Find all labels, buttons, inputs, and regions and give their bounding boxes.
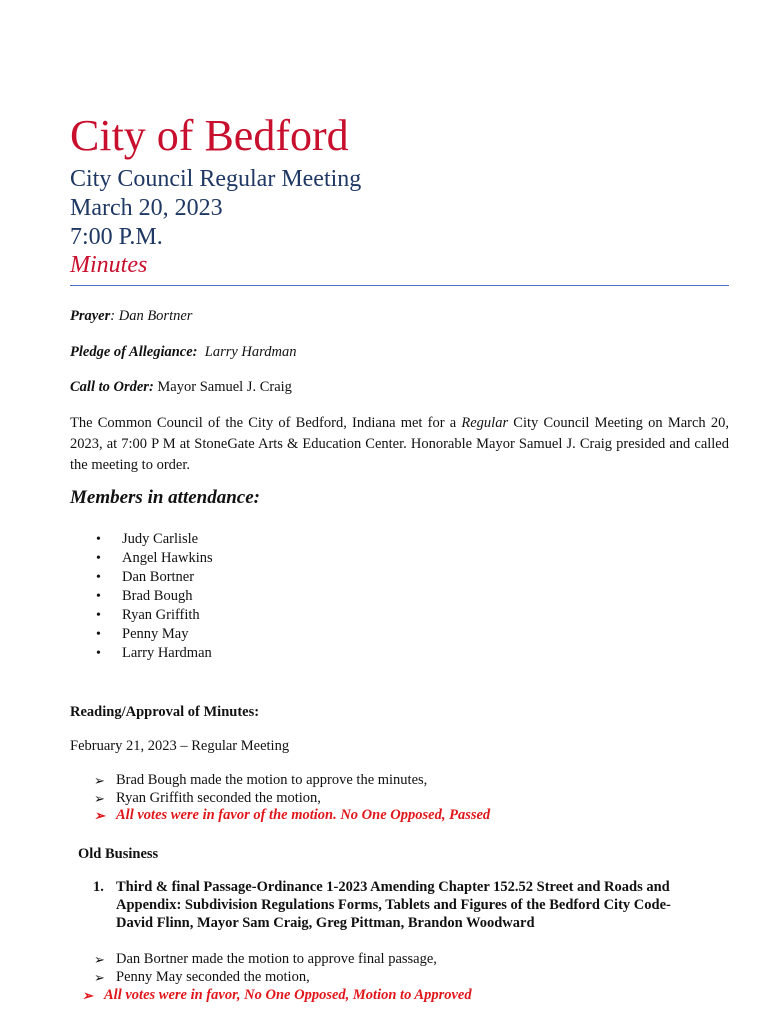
action-text: Penny May seconded the motion, (116, 968, 310, 985)
meeting-time: 7:00 P.M. (70, 224, 163, 250)
action-text: Brad Bough made the motion to approve the minutes, (116, 772, 428, 788)
members-heading-colon: : (253, 487, 260, 508)
prayer-value: : Dan Bortner (110, 308, 193, 324)
member-item: • Penny May (96, 625, 213, 644)
old-business-actions-list (94, 951, 437, 986)
org-title: City of Bedford (70, 111, 349, 160)
intro-paragraph (70, 413, 729, 476)
header-divider (70, 285, 729, 286)
old-business-item (93, 878, 703, 932)
arrow-bullet-icon: ➢ (94, 969, 105, 985)
members-heading-text: Members in attendance (70, 487, 254, 508)
arrow-bullet-icon: ➢ (94, 773, 105, 788)
item-number: 1. (93, 879, 104, 895)
action-item (94, 772, 490, 790)
arrow-bullet-icon: ➢ (82, 988, 93, 1003)
call-to-order-value: Mayor Samuel J. Craig (157, 379, 292, 395)
old-business-result-list (82, 987, 472, 1005)
member-item: • Angel Hawkins (96, 549, 213, 568)
members-list (96, 530, 213, 663)
meeting-date: March 20, 2023 (70, 195, 223, 221)
member-item: • Larry Hardman (96, 644, 213, 663)
old-business-heading: Old Business (78, 846, 159, 862)
vote-result-item (82, 987, 472, 1005)
intro-text-2: City Council Meeting on March 20, 2023, at 7:00 P M at StoneGate Arts & Education Center. Honorable Mayor Samuel J. Craig presided and called the meeting to order. (70, 415, 729, 473)
action-item (94, 790, 490, 808)
action-text: Ryan Griffith seconded the motion, (116, 789, 321, 806)
meeting-title: City Council Regular Meeting (70, 166, 362, 192)
member-item: • Dan Bortner (96, 568, 213, 587)
member-item: • Brad Bough (96, 587, 213, 606)
pledge-line (70, 343, 296, 361)
arrow-bullet-icon: ➢ (94, 808, 105, 823)
prayer-label: Prayer (70, 308, 111, 324)
vote-result-item (94, 807, 490, 825)
call-to-order-label: Call to Order: (70, 379, 154, 395)
minutes-approval-heading: Reading/Approval of Minutes: (70, 704, 260, 720)
item-text: Third & final Passage-Ordinance 1-2023 Amending Chapter 152.52 Street and Roads and Appendix: Subdivision Regulations Forms, Tablets and Figures of the Bedford City Code-David Flinn, Mayor Sam Craig, Greg Pittman, Brandon Woodward (116, 879, 671, 931)
members-heading (70, 486, 260, 510)
member-item: • Ryan Griffith (96, 606, 213, 625)
intro-text-1: The Common Council of the City of Bedford, Indiana met for a (70, 415, 462, 431)
action-text: Dan Bortner made the motion to approve final passage, (116, 951, 437, 967)
action-item (94, 951, 437, 969)
minutes-meeting-ref: February 21, 2023 – Regular Meeting (70, 738, 290, 754)
minutes-actions-list (94, 772, 490, 825)
vote-result-text: All votes were in favor, No One Opposed, Motion to Approved (104, 987, 472, 1003)
doc-type-label: Minutes (70, 252, 148, 278)
intro-emphasis: Regular (461, 415, 509, 431)
arrow-bullet-icon: ➢ (94, 790, 105, 806)
member-item: • Judy Carlisle (96, 530, 213, 549)
action-item (94, 969, 437, 987)
call-to-order-line (70, 378, 292, 396)
vote-result-text: All votes were in favor of the motion. No One Opposed, Passed (116, 807, 491, 823)
prayer-line (70, 307, 192, 325)
arrow-bullet-icon: ➢ (94, 952, 105, 967)
pledge-label: Pledge of Allegiance: (70, 344, 198, 360)
pledge-value: Larry Hardman (204, 344, 297, 360)
